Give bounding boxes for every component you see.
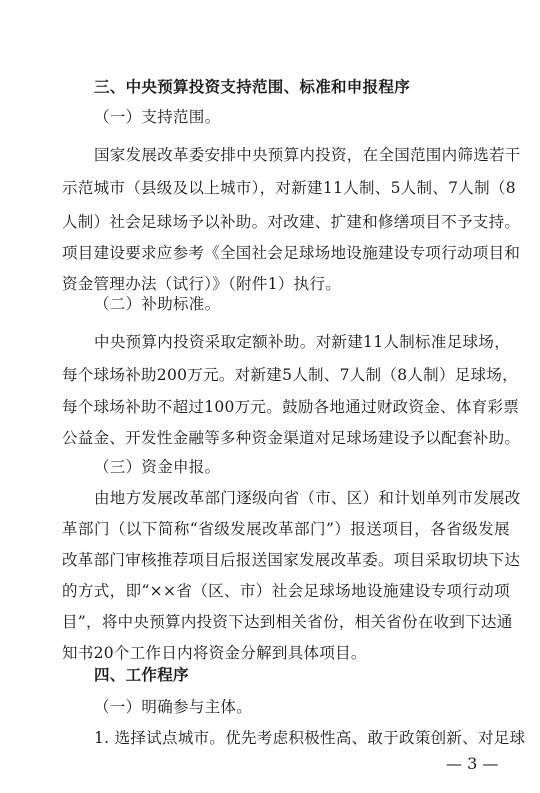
paragraph-line: 目”，将中央预算内投资下达到相关省份，相关省份在收到下达通 — [62, 613, 513, 631]
paragraph-line: 革部门（以下简称“省级发展改革部门”）报送项目，各省级发展 — [62, 520, 510, 538]
section-heading-3: 三、中央预算投资支持范围、标准和申报程序 — [94, 78, 411, 96]
paragraph-line: 资金管理办法（试行）》（附件1）执行。 — [62, 275, 342, 293]
paragraph-line: 示范城市（县级及以上城市），对新建11人制、5人制、7人制（8 — [62, 179, 516, 197]
paragraph-line: 知书20个工作日内将资金分解到具体项目。 — [62, 644, 367, 662]
paragraph-line: 项目建设要求应参考《全国社会足球场地设施建设专项行动项目和 — [62, 244, 521, 262]
paragraph-line: 由地方发展改革部门逐级向省（市、区）和计划单列市发展改 — [94, 489, 521, 507]
paragraph-line: 每个球场补助不超过100万元。鼓励各地通过财政资金、体育彩票 — [62, 398, 520, 416]
paragraph-line: 国家发展改革委安排中央预算内投资，在全国范围内筛选若干 — [94, 146, 521, 164]
paragraph-line: 公益金、开发性金融等多种资金渠道对足球场建设予以配套补助。 — [62, 429, 521, 447]
subsection-heading-participants: （一）明确参与主体。 — [94, 698, 253, 716]
paragraph-line: 1. 选择试点城市。优先考虑积极性高、敢于政策创新、对足球 — [94, 729, 526, 747]
paragraph-line: 的方式，即“××省（区、市）社会足球场地设施建设专项行动项 — [62, 582, 510, 600]
subsection-heading-support-scope: （一）支持范围。 — [94, 108, 221, 126]
subsection-heading-fund-application: （三）资金申报。 — [94, 458, 221, 476]
subsection-heading-subsidy-standard: （二）补助标准。 — [94, 295, 221, 313]
paragraph-line: 改革部门审核推荐项目后报送国家发展改革委。项目采取切块下达 — [62, 551, 521, 569]
page-number: — 3 — — [446, 754, 499, 773]
paragraph-line: 每个球场补助200万元。对新建5人制、7人制（8人制）足球场， — [62, 366, 518, 384]
paragraph-line: 中央预算内投资采取定额补助。对新建11人制标准足球场， — [94, 333, 510, 351]
paragraph-line: 人制）社会足球场予以补助。对改建、扩建和修缮项目不予支持。 — [62, 213, 521, 231]
section-heading-4: 四、工作程序 — [94, 666, 189, 684]
